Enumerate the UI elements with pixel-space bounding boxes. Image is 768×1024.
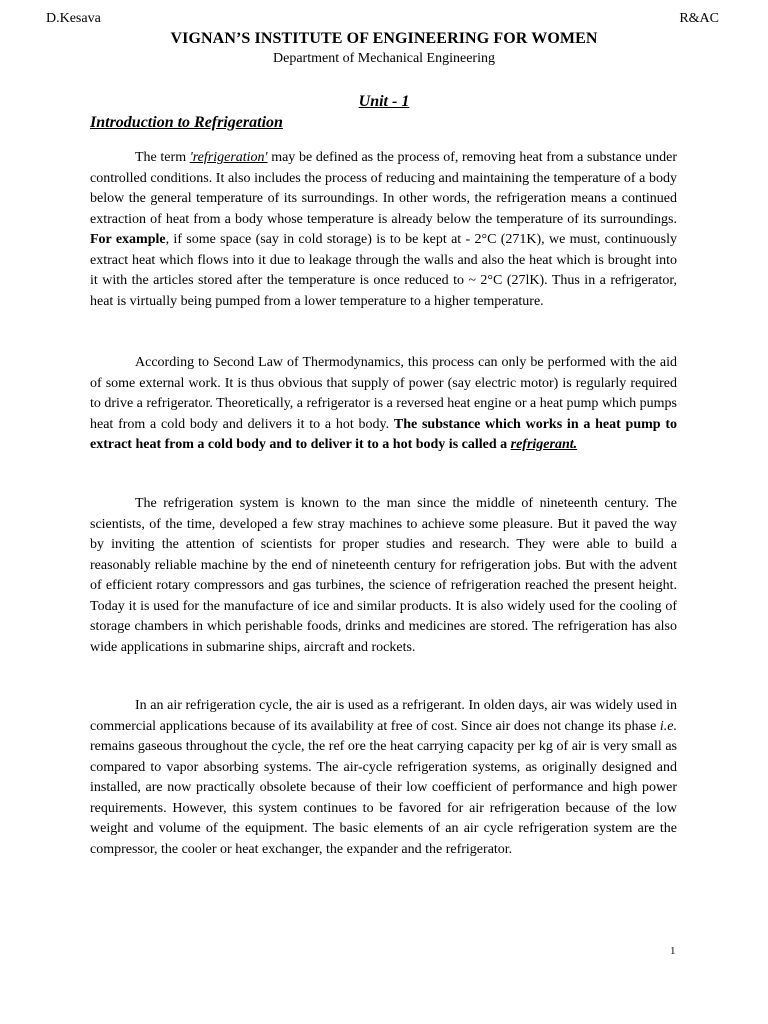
text-run: may be defined as the process of, removing heat from a substance under controlled conditions. It also includes the process of reducing and maintaining the temperature of a body below the general temperature of its surroundings. In other words, the refrigeration means a continued extraction of heat from a body whose temperature is already below the temperature of its surroundings. <box>90 150 677 227</box>
text-run: The substance which works in a heat pump to extract heat from a cold body and to deliver it to a hot body is called a <box>90 416 677 452</box>
institute-title: VIGNAN’S INSTITUTE OF ENGINEERING FOR WOMEN <box>170 30 598 47</box>
text-run: , if some space (say in cold storage) is to be kept at - 2°C (271K), we must, continuously extract heat which flows into it due to leakage through the walls and also the heat which is brought into it with the articles stored after the temperature is once reduced to ~ 2°C (27lK). Thus in a refrigerator, heat is virtually being pumped from a lower temperature to a higher temperature. <box>90 232 678 309</box>
text-run: The term <box>135 150 190 165</box>
header-subject: R&AC <box>679 11 719 26</box>
paragraph-definition <box>90 148 677 312</box>
unit-heading: Unit - 1 <box>358 93 410 110</box>
term-refrigerant: refrigerant. <box>510 437 578 452</box>
paragraph-history: The refrigeration system is known to the man since the middle of nineteenth century. The scientists, of the time, developed a few stray machines to achieve some pleasure. But it paved the way by inviting the attention of scientists for proper studies and research. They were able to build a reasonably reliable machine by the end of nineteenth century for refrigeration jobs. But with the advent of efficient rotary compressors and gas turbines, the science of refrigeration reached the present height. Today it is used for the manufacture of ice and similar products. It is also widely used for the cooling of storage chambers in which perishable foods, drinks and medicines are stored. The refrigeration has also wide applications in submarine ships, aircraft and rockets. <box>90 496 677 655</box>
example-label: For example <box>90 232 166 247</box>
text-run: According to Second Law of Thermodynamics, this process can only be performed with the aid of some external work. It is thus obvious that supply of power (say electric motor) is regularly required to drive a refrigerator. Theoretically, a refrigerator is a reversed heat engine or a heat pump which pumps heat from a cold body and delivers it to a hot body. <box>90 355 677 432</box>
page-number: 1 <box>670 945 676 957</box>
ie-abbrev: i.e. <box>659 718 677 734</box>
department-subtitle: Department of Mechanical Engineering <box>273 51 495 66</box>
text-run: remains gaseous throughout the cycle, the ref ore the heat carrying capacity per kg of air is very small as compared to vapor absorbing systems. The air-cycle refrigeration systems, as originally designed and installed, are now practically obsolete because of their low coefficient of performance and high power requirements. However, this system continues to be favored for air refrigeration because of the low weight and volume of the equipment. The basic elements of an air cycle refrigeration system are the compressor, the cooler or heat exchanger, the expander and the refrigerator. <box>90 739 677 857</box>
header-author: D.Kesava <box>46 11 101 26</box>
section-title: Introduction to Refrigeration <box>90 114 283 131</box>
paragraph-air-cycle <box>90 696 677 860</box>
text-run: In an air refrigeration cycle, the air is used as a refrigerant. In olden days, air was widely used in commercial applications because of its availability at free of cost. Since air does not change its phase <box>90 698 677 734</box>
term-refrigeration: 'refrigeration' <box>189 150 268 165</box>
paragraph-thermodynamics <box>90 353 677 456</box>
